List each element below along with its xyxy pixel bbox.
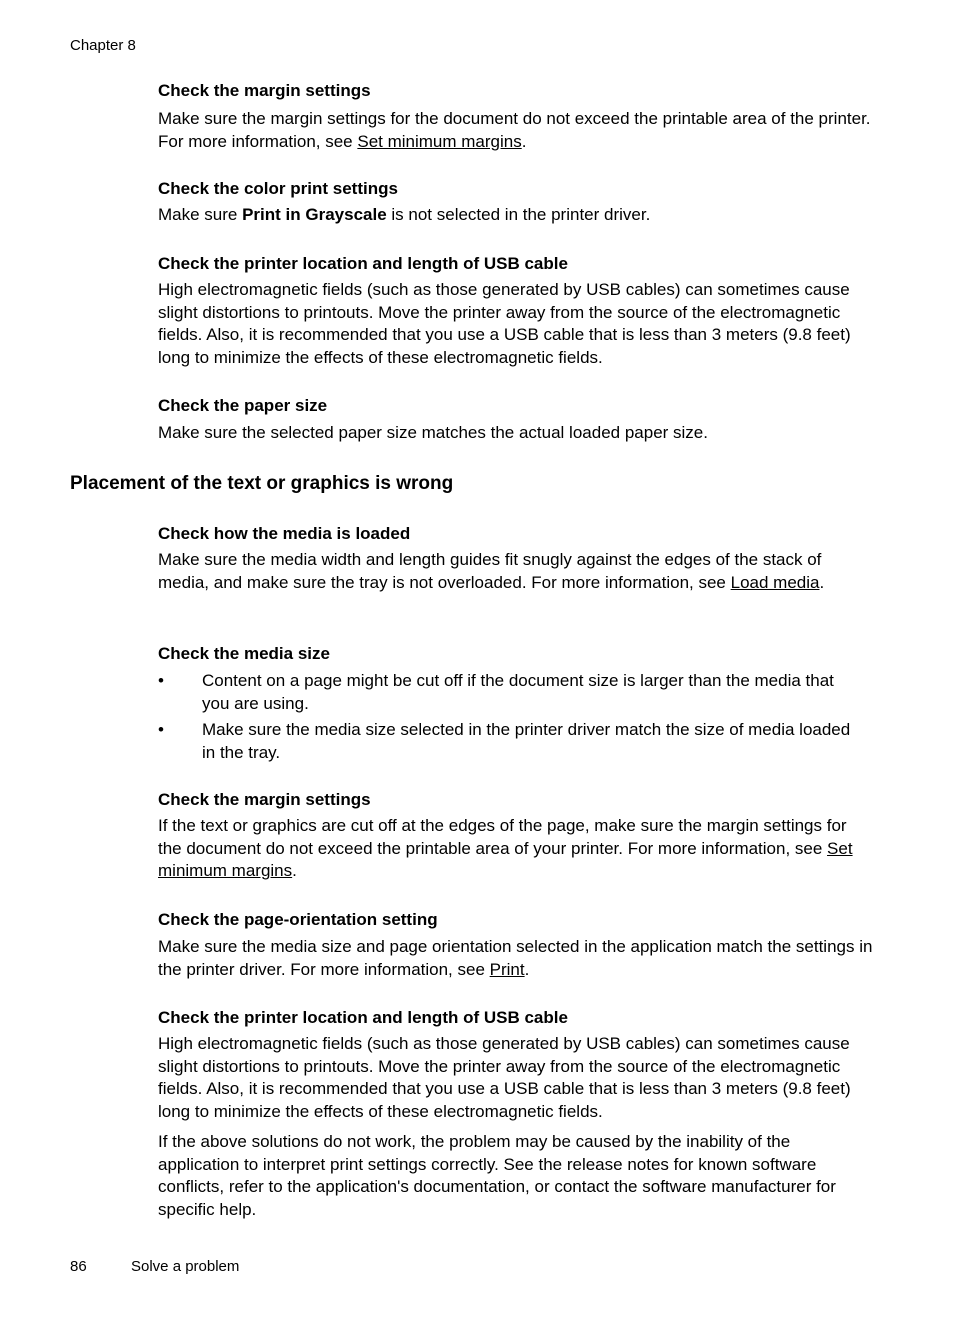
margin-settings-section [158,80,873,153]
section-title: Placement of the text or graphics is wrong [70,473,454,494]
usb-cable-heading: Check the printer location and length of USB cable [158,254,568,273]
page-orientation-text [158,936,873,981]
text: . [292,861,297,880]
text: Make sure the media width and length guides fit snugly against the edges of the stack of media, and make sure the tray is not overloaded. For more information, see [158,550,822,592]
text: . [521,131,527,151]
page-number: 86 [70,1258,87,1275]
print-link[interactable]: Print [489,959,525,979]
grayscale-option: Print in Grayscale [242,205,387,224]
page-orientation-heading: Check the page-orientation setting [158,910,438,929]
text: Make sure the media size and page orientation selected in the application match the settings in the printer driver. For more information, see [158,937,873,979]
media-loaded-heading: Check how the media is loaded [158,524,411,543]
paper-size-heading: Check the paper size [158,396,328,415]
usb-cable-heading-2: Check the printer location and length of USB cable [158,1008,568,1027]
usb-cable-section [158,253,873,369]
margin-settings-text [158,108,873,153]
margin-settings-text-2 [158,815,873,883]
media-loaded-section [158,523,873,594]
margin-settings-heading: Check the margin settings [158,81,371,100]
media-size-heading: Check the media size [158,644,330,663]
list-item-text: Make sure the media size selected in the printer driver match the size of media loaded in the tray. [202,720,851,762]
text: . [524,959,530,979]
text: is not selected in the printer driver. [386,205,651,224]
paper-size-section [158,395,873,445]
chapter-header: Chapter 8 [70,37,136,54]
list-item-text: Content on a page might be cut off if the document size is larger than the media that you are using. [202,671,834,713]
margin-settings-heading-2: Check the margin settings [158,790,371,809]
bullet-icon: • [158,720,164,739]
usb-cable-section-2 [158,1007,873,1221]
media-size-section [158,643,873,665]
text: . [819,572,825,592]
set-minimum-margins-link[interactable]: Set minimum margins [158,838,853,880]
text: Make sure [158,205,243,224]
page-orientation-section [158,909,873,981]
footer-section-name: Solve a problem [131,1258,240,1275]
color-print-section [158,178,873,227]
paper-size-text: Make sure the selected paper size matches the actual loaded paper size. [158,423,708,442]
media-loaded-text [158,549,873,594]
usb-cable-text-2: High electromagnetic fields (such as those generated by USB cables) can sometimes cause slight distortions to printouts. Move the printer away from the source of the electromagnetic fields. Also, it is recommended that you use a USB cable that is less than 3 meters (9.8 feet) long to minimize the effects of these electromagnetic fields. [158,1034,851,1121]
closing-text: If the above solutions do not work, the problem may be caused by the inability of the application to interpret print settings correctly. See the release notes for known software conflicts, refer to the application's documentation, or contact the software manufacturer for specific help. [158,1132,836,1219]
margin-settings-section-2 [158,789,873,883]
load-media-link[interactable]: Load media [730,572,820,592]
text: Make sure the margin settings for the document do not exceed the printable area of the printer. For more information, see [158,109,871,151]
bullet-icon: • [158,671,164,690]
color-print-heading: Check the color print settings [158,179,398,198]
set-minimum-margins-link[interactable]: Set minimum margins [357,131,522,151]
color-print-text [158,204,873,227]
text: If the text or graphics are cut off at the edges of the page, make sure the margin settings for the document do not exceed the printable area of your printer. For more information, see [158,816,847,858]
usb-cable-text: High electromagnetic fields (such as those generated by USB cables) can sometimes cause slight distortions to printouts. Move the printer away from the source of the electromagnetic fields. Also, it is recommended that you use a USB cable that is less than 3 meters (9.8 feet) long to minimize the effects of these electromagnetic fields. [158,280,851,367]
